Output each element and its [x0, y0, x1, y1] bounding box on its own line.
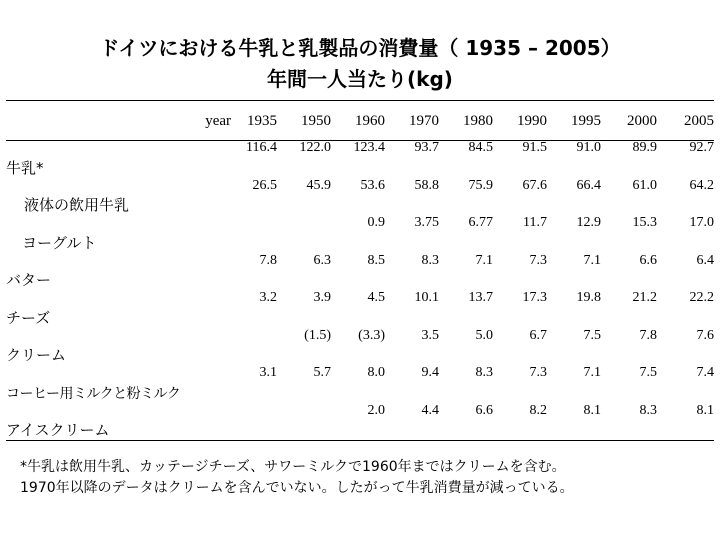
table-cell: 7.8 [639, 327, 657, 343]
table-cell: 12.9 [576, 215, 601, 230]
consumption-table [6, 102, 714, 440]
table-cell: 8.0 [367, 365, 385, 380]
table-cell: 5.0 [475, 327, 493, 343]
footnote-line2: 1970年以降のデータはクリームを含んでいない。したがって牛乳消費量が減っている。 [20, 480, 574, 496]
table-cell: 123.4 [353, 140, 385, 155]
row-label: バター [6, 271, 52, 289]
table-cell [231, 215, 277, 253]
table-cell: 93.7 [414, 140, 439, 155]
table-row-cheese [6, 290, 714, 328]
table-cell [277, 215, 331, 253]
table-cell: 4.5 [367, 290, 385, 305]
table-cell: 6.4 [696, 252, 714, 268]
table-cell: 84.5 [468, 140, 493, 155]
table-cell: 116.4 [246, 140, 277, 155]
table-cell: 122.0 [299, 140, 331, 155]
table-cell: 45.9 [306, 177, 331, 193]
table-cell: 26.5 [252, 177, 277, 193]
table-cell: 6.3 [313, 252, 331, 268]
table-cell: 7.1 [583, 365, 601, 380]
table-cell: 17.0 [689, 215, 714, 230]
table-cell: 22.2 [689, 290, 714, 305]
table-cell: 3.5 [421, 327, 439, 343]
table-cell: 5.7 [313, 365, 331, 380]
table-cell: 8.1 [583, 402, 601, 418]
table-title-line1: ドイツにおける牛乳と乳製品の消費量（ 1935 – 2005） [99, 36, 621, 60]
table-cell: 3.1 [259, 365, 277, 380]
row-label: チーズ [6, 308, 51, 327]
table-cell: (3.3) [358, 327, 385, 343]
table-cell: 58.8 [414, 177, 439, 193]
table-cell: 2.0 [367, 402, 385, 418]
table-row-yogurt [6, 215, 714, 253]
table-cell: 8.5 [367, 252, 385, 268]
table-cell: 6.7 [529, 327, 547, 343]
table-cell: 19.8 [576, 290, 601, 305]
row-label: ヨーグルト [22, 233, 97, 252]
table-cell: 67.6 [522, 177, 547, 193]
year-header: 1935 [247, 112, 277, 129]
table-row-ice-cream [6, 403, 714, 441]
table-cell: 0.9 [367, 215, 385, 230]
table-cell: 64.2 [689, 177, 714, 193]
table-cell: 53.6 [360, 177, 385, 193]
table-cell: 7.6 [696, 327, 714, 343]
table-cell: 7.4 [696, 365, 714, 380]
table-cell: 11.7 [523, 215, 547, 230]
table-cell: 61.0 [632, 177, 657, 193]
table-cell: 15.3 [632, 215, 657, 230]
table-row-coffee-powdered-milk [6, 365, 714, 403]
table-cell: 3.9 [313, 290, 331, 305]
row-label: 液体の飲用牛乳 [24, 196, 130, 214]
table-cell: 8.3 [475, 365, 493, 380]
table-cell: 4.4 [421, 402, 439, 418]
table-cell: 13.7 [468, 290, 493, 305]
table-cell: 91.0 [576, 140, 601, 155]
table-cell: 10.1 [414, 290, 439, 305]
table-cell: 6.77 [468, 215, 493, 230]
table-row-drinking-milk [6, 178, 714, 216]
row-label: アイスクリーム [6, 421, 110, 439]
table-cell: 21.2 [632, 290, 657, 305]
year-header: 1980 [463, 112, 493, 129]
footnote-line1: *牛乳は飲用牛乳、カッテージチーズ、サワーミルクで1960年まではクリームを含む。 [20, 459, 566, 475]
year-header: 2000 [627, 112, 657, 129]
table-row-cream [6, 328, 714, 366]
year-header: 2005 [684, 112, 714, 129]
table-cell: 89.9 [632, 140, 657, 155]
table-cell: 8.2 [529, 402, 547, 418]
table-cell: 9.4 [421, 365, 439, 380]
table-cell: 17.3 [522, 290, 547, 305]
table-cell: 8.1 [696, 402, 714, 418]
year-header-label: year [205, 112, 231, 129]
table-cell: 3.75 [414, 215, 439, 230]
table-cell: 92.7 [689, 140, 714, 155]
year-header: 1960 [355, 112, 385, 129]
table-cell: 66.4 [576, 177, 601, 193]
row-label: 牛乳* [6, 158, 44, 177]
year-header: 1995 [571, 112, 601, 129]
table-cell: 6.6 [475, 402, 493, 418]
year-header: 1990 [517, 112, 547, 129]
table-cell: 7.1 [475, 252, 493, 268]
table-cell: 7.1 [583, 252, 601, 268]
table-cell: 8.3 [421, 252, 439, 268]
table-cell: 7.8 [259, 252, 277, 268]
table-cell: 6.6 [639, 252, 657, 268]
table-title-line2: 年間一人当たり(kg) [267, 67, 453, 91]
table-cell [277, 403, 331, 441]
table-cell: 7.3 [529, 365, 547, 380]
table-row-butter [6, 253, 714, 291]
table-top-rule [6, 100, 714, 101]
table-cell: 7.5 [639, 365, 657, 380]
year-header: 1970 [409, 112, 439, 129]
table-cell: 7.3 [529, 252, 547, 268]
table-bottom-rule [6, 440, 714, 441]
table-cell: 7.5 [583, 327, 601, 343]
table-cell [231, 403, 277, 441]
table-cell: (1.5) [304, 327, 331, 343]
row-label: コーヒー用ミルクと粉ミルク [6, 385, 181, 402]
table-cell: 8.3 [639, 402, 657, 418]
year-header-row [6, 102, 714, 140]
table-cell: 3.2 [259, 290, 277, 305]
table-row-milk [6, 140, 714, 178]
year-header: 1950 [301, 112, 331, 129]
row-label: クリーム [6, 346, 67, 364]
table-cell: 91.5 [522, 140, 547, 155]
table-cell [231, 328, 277, 366]
table-cell: 75.9 [468, 177, 493, 193]
